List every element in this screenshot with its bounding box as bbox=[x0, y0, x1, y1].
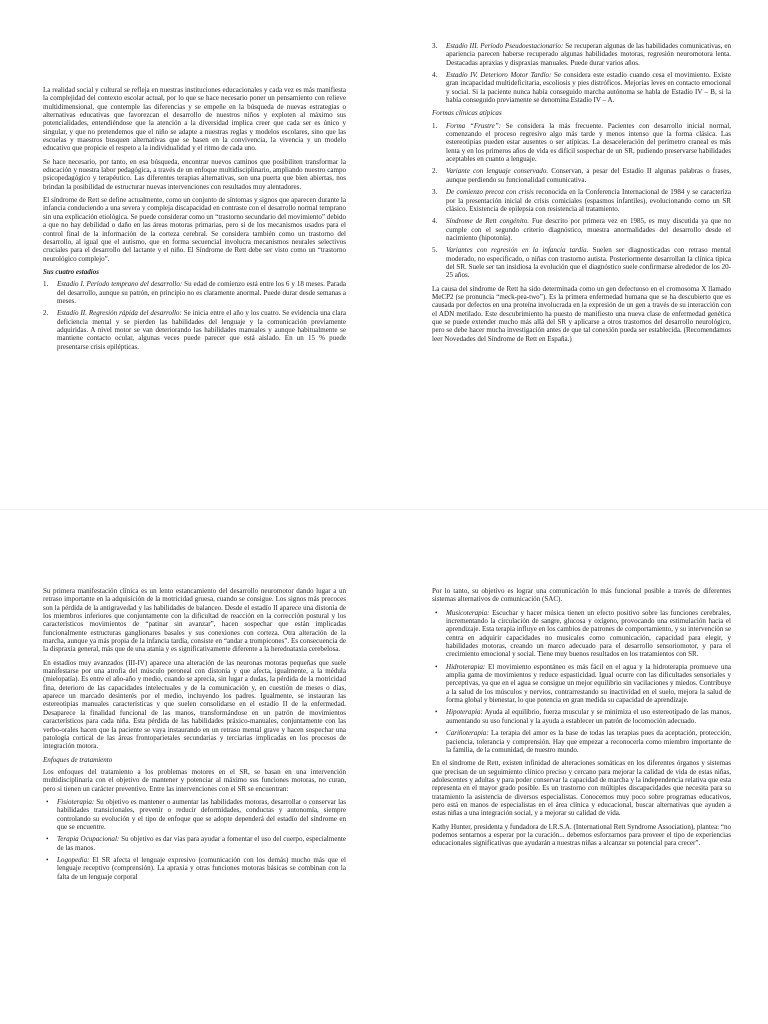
list-item bbox=[435, 708, 731, 725]
treatments-list bbox=[43, 798, 346, 881]
item-text: Se inicia entre el año y los cuatro. Se evidencia una clara deficiencia mental y se pierden las habilidades del lenguaje y la comunicación previamente adquiridas. A nivel motor se van deteriorando las habilidades manuales y aunque habitualmente se mantiene contacto ocular, algunas veces puede parecer que está aislado. En un 15 % puede presentarse crisis epilépticas. bbox=[57, 309, 346, 351]
list-item bbox=[432, 121, 731, 164]
item-text: Su edad de comienzo está entre los 6 y 18 meses. Parada del desarrollo, aunque su patrón, en principio no es claramente anormal. Puede durar desde semanas a meses. bbox=[57, 280, 346, 305]
item-title: Cariñoterapia: bbox=[446, 729, 489, 738]
item-title: Variantes con regresión en la infancia tardía. bbox=[446, 246, 589, 255]
item-title: Hidroterapia: bbox=[446, 662, 486, 671]
list-number: 5. bbox=[432, 246, 438, 255]
item-title: Variante con lenguaje conservado. bbox=[446, 167, 549, 176]
page-divider bbox=[0, 509, 768, 510]
item-text: Su objetivo es dar vías para ayudar a fomentar el uso del cuerpo, especialmente de las manos. bbox=[57, 835, 346, 852]
item-text: Ayuda al equilibrio, fuerza muscular y se minimiza el uso estereotipado de las manos, aumentando su uso funcional y la ayuda a establecer un patrón de locomoción adecuado. bbox=[446, 708, 731, 725]
bullet: • bbox=[46, 835, 49, 844]
section-heading: Sus cuatro estadíos bbox=[43, 267, 99, 276]
item-text: reconocida en la Conferencia Internacional de 1984 y se caracteriza por la presentación inicial de crisis comiciales (espasmos infantiles), evolucionando como un SR clásico. Existencia de epilepsia con resistencia al tratamiento. bbox=[446, 188, 731, 213]
list-number: 4. bbox=[432, 217, 438, 226]
paragraph: Kathy Hunter, presidenta y fundadora de I.R.S.A. (International Rett Syndrome Association), plantea: “no podemos sentarnos a esperar por la curación... debemos esforzarnos para proveer el tipo de experiencias educacionales significativas que ayudarán a nuestras niñas a alcanzar su potencial para crecer”. bbox=[432, 822, 731, 848]
item-title: Terapia Ocupacional: bbox=[57, 835, 120, 844]
item-text: Escuchar y hacer música tienen un efecto positivo sobre las funciones cerebrales, incrementando la circulación de sangre, glucosa y oxígeno, provocando una estimulación hacia el aprendizaje. Esta terapia influye en los cambios de patrones de comportamiento, y su intervención se centra en adquirir capacidades no musicales como comunicación, capacidad para elegir, y habilidades motoras, creando un marco adecuado para el desarrollo sensoriomotor, y para el crecimiento emocional y social. Tiene muy buenos resultados en los tratamientos con SR. bbox=[446, 608, 731, 659]
item-text: El movimiento espontáneo es más fácil en el agua y la hidroterapia promueve una amplia gama de movimientos y reduce espasticidad. Igual ocurre con las dificultades sensoriales y perceptivas, ya que en el agua se consigue un mejor equilibrio sin vacilaciones y miedos. Contribuye a la salud de los músculos y nervios, contrarrestando su inactividad en el suelo, mejora la salud de forma global y bienestar, lo que potencia en gran medida su capacidad de aprendizaje. bbox=[446, 662, 731, 705]
therapies-list bbox=[432, 609, 731, 755]
item-text: Se recuperan algunas de las habilidades comunicativas, en apariencia parecen haberse recuperado algunas habilidades motoras, regresión neuromotora lenta. Destacadas apraxias y dispraxias manuales. Puede durar varios años. bbox=[446, 42, 731, 67]
paragraph: Se hace necesario, por tanto, en esa búsqueda, encontrar nuevos caminos que posibiliten transformar la educación y nuestra labor pedagógica, a través de un enfoque multidisciplinario, ampliando nuestro campo psicopedagógico y terapéutico. Las diferentes terapias alternativas, son una puerta que bien abiertas, nos brindan la posibilidad de estructurar nuevas intervenciones con resultados muy alentadores. bbox=[43, 157, 346, 191]
bullet: • bbox=[435, 662, 438, 671]
item-text: El SR afecta el lenguaje expresivo (comunicación con los demás) mucho más que el lenguaje receptivo (comprensión). La apraxia y otras funciones motoras básicas se combinan con la falta de un lenguaje corporal bbox=[57, 855, 346, 881]
bullet: • bbox=[46, 797, 49, 806]
list-number: 3. bbox=[432, 42, 438, 50]
list-item bbox=[435, 729, 731, 754]
list-number: 2. bbox=[432, 167, 438, 176]
bullet: • bbox=[435, 708, 438, 717]
list-item bbox=[46, 835, 346, 852]
item-text: Fue descrito por primera vez en 1985, es muy discutida ya que no cumple con el segundo criterio diagnóstico, muestra anormalidades del desarrollo desde el nacimiento (hipotonía). bbox=[446, 217, 731, 242]
atypical-forms-list bbox=[432, 122, 731, 280]
item-title: Musicoterapia: bbox=[446, 608, 490, 617]
list-item bbox=[432, 246, 731, 280]
item-title: Hipoterapia: bbox=[446, 708, 483, 717]
list-item bbox=[432, 71, 731, 105]
list-item bbox=[432, 188, 731, 213]
item-text: Se considera este estadío cuando cesa el movimiento. Existe gran incapacidad multideficitaria, escoliosis y pies distróficos. Mejorías leves en contacto emocional y social. Si la paciente nunca había conseguido marcha autónoma se habla de Estadío IV – B, si la había conseguido previamente se denomina Estadío IV – A. bbox=[446, 71, 731, 105]
list-item bbox=[46, 797, 346, 831]
list-number: 1. bbox=[432, 121, 438, 130]
item-text: Suelen ser diagnosticadas con retraso mental moderado, no especificado, o niñas con trastorno autista. Posteriormente desarrollan la clínica típica del SR. Suele ser tan insidiosa la evolución que el diagnóstico suele confirmarse alrededor de los 20-25 años. bbox=[446, 246, 731, 280]
paragraph: Su primera manifestación clínica es un lento estancamiento del desarrollo neuromotor dando lugar a un retraso importante en la adquisición de la motricidad gruesa, cuando se consigue. Los signos más precoces son la pérdida de la antigravedad y las habilidades de balanceo. Desde el estadío II aparece una distonía de los miembros inferiores que conjuntamente con la dificultad de reacción en la corrección postural y los característicos movimientos de “patinar sin avanzar”, hacen sospechar que están implicadas funcionalmente estructuras ganglionares basales y sus conexiones con corteza. Otra alteración de la marcha, aunque ya más propia de la infancia tardía, consiste en “andar a trompicones”. Es consecuencia de la dispraxia general, más que de una atania y es significativamente diferente a la heredoataxia cerebelosa. bbox=[43, 587, 346, 654]
section-heading: Enfoques de tratamiento bbox=[43, 755, 113, 764]
item-title: De comienzo precoz con crisis bbox=[446, 188, 534, 197]
list-item bbox=[432, 217, 731, 242]
stages-list-continued bbox=[432, 42, 731, 104]
list-item bbox=[435, 662, 731, 705]
lower-left-column bbox=[43, 587, 346, 886]
item-title: Estadío III. Período Pseudoestacionario: bbox=[446, 42, 564, 50]
item-title: Fisioterapia: bbox=[57, 797, 95, 806]
upper-right-column bbox=[432, 42, 731, 348]
list-item bbox=[432, 42, 731, 67]
upper-left-column bbox=[43, 86, 346, 356]
bullet: • bbox=[435, 729, 438, 738]
page-lower bbox=[0, 512, 768, 1024]
bullet: • bbox=[46, 855, 49, 864]
bullet: • bbox=[435, 608, 438, 617]
list-item bbox=[43, 280, 346, 305]
item-title: Estadío II. Regresión rápida del desarrollo: bbox=[57, 309, 182, 318]
stages-list bbox=[43, 280, 346, 351]
item-title: Logopedia: bbox=[57, 855, 90, 864]
paragraph: El síndrome de Rett se define actualmente, como un conjunto de síntomas y signos que aparecen durante la infancia conduciendo a una severa y compleja discapacidad en contraste con el desarrollo normal temprano sin una explicación etiológica. Se puede considerar como un “trastorno secundario del movimiento” debido a que no hay debilidad o daño en las áreas motoras primarias, pero si de los mecanismos usados para el control final de la información de la corteza cerebral. Se considera también como un trastorno del desarrollo, al igual que el autismo, que en forma secuencial involucra mecanismos neurales selectivos cruciales para el desarrollo del lactante y el niño. El Síndrome de Rett debe ser visto como un “trastorno neurológico complejo”. bbox=[43, 196, 346, 263]
list-number: 4. bbox=[432, 71, 438, 80]
list-item bbox=[432, 167, 731, 184]
paragraph: En el síndrome de Rett, existen infinidad de alteraciones somáticas en los diferentes órganos y sistemas que precisan de un seguimiento clínico preciso y cercano para mejorar la calidad de vida de estas niñas, adolescentes y adultas y para poder conservar la capacidad de marcha y la independencia relativa que esta representa en el mayor grado posible. Es un trastorno con múltiples discapacidades que necesita para su tratamiento la asistencia de diversos especialistas. Conocemos muy poco sobre programas educativos, pero está en manos de especialistas en el área clínica y educacional, buscar alternativas que ayuden a estas niñas a una integración social, y a mejorar su calidad de vida. bbox=[432, 759, 731, 818]
list-item bbox=[43, 309, 346, 351]
lower-right-column bbox=[432, 587, 731, 853]
item-title: Estadío IV. Deterioro Motor Tardío: bbox=[446, 71, 552, 80]
item-title: Síndrome de Rett congénito. bbox=[446, 217, 530, 226]
paragraph: Los enfoques del tratamiento a los problemas motores en el SR, se basan en una intervención multidisciplinaria con el objetivo de mantener y potenciar al máximo sus funciones motoras, no curan, pero si tienen un carácter preventivo. Entre las intervenciones con el SR se encuentran: bbox=[43, 767, 346, 793]
list-item bbox=[46, 855, 346, 881]
paragraph: En estadíos muy avanzados (III-IV) aparece una alteración de las neuronas motoras pequeñas que suele manifestarse por una atrofia del músculo peroneal con distonía y que afecta, igualmente, a la médula (mielopatía). Es entre el año-año y medio, cuando se aprecia, sin lugar a dudas, la pérdida de la motricidad fina, deterioro de las capacidades intelectuales y de la comunicación y, en cuestión de meses o días, aparece un marcado desinterés por el medio, incluyendo los padres. Igualmente, se instauran las estereotipias manuales características y que suelen consolidarse en el estadío II de la enfermedad. Desaparece la finalidad funcional de las manos, transformándose en un patrón de movimientos característicos para cada niña. Esta pérdida de las habilidades práxico-manuales, conjuntamente con las verbo-orales hacen que la paciente se vaya instaurando en un retraso mental grave y hacen sospechar una patología cortical de las áreas frontoparietales secundarias y terciarias implicadas en los procesos de integración motora. bbox=[43, 658, 346, 751]
item-text: Su objetivo es mantener o aumentar las habilidades motoras, desarrollar o conservar las habilidades transicionales, prevenir o reducir deformidades, conductas y autonomía, siempre controlando su evolución y el tipo de enfoque que se adopte dependerá del estadío del síndrome en que se encuentre. bbox=[57, 797, 346, 831]
list-number: 3. bbox=[432, 188, 438, 197]
item-title: Estadío I. Período temprano del desarrollo: bbox=[57, 280, 183, 289]
paragraph: La causa del síndrome de Rett ha sido determinada como un gen defectuoso en el cromosoma X llamado MeCP2 (se pronuncia “meck-pea-two”). Es la primera enfermedad humana que se ha descubierto que es causada por defectos en una proteína involucrada en la expresión de un gen a través de su interacción con el ADN metilado. Este descubrimiento ha puesto de manifiesto una nueva clase de enfermedad genética que se puede extender mucho más allá del SR y aplicarse a otros trastornos del desarrollo neurológico, pero se debe hacer mucha investigación antes de que tal conexión pueda ser establecida. (Recomendamos leer Novedades del Síndrome de Rett en España.) bbox=[432, 284, 731, 343]
paragraph: Por lo tanto, su objetivo es lograr una comunicación lo más funcional posible a través de diferentes sistemas alternativos de comunicación (SAC). bbox=[432, 587, 731, 604]
list-number: 1. bbox=[43, 280, 49, 289]
item-title: Forma “Frustre”: bbox=[446, 121, 501, 130]
item-text: La terapia del amor es la base de todas las terapias pues da aceptación, protección, paciencia, tolerancia y comprensión. Hay que empezar a reconocerla como miembro importante de la familia, de la comunidad, de nuestro mundo. bbox=[446, 729, 731, 754]
list-number: 2. bbox=[43, 309, 49, 318]
list-item bbox=[435, 608, 731, 659]
item-text: Se considera la más frecuente. Pacientes con desarrollo inicial normal, comenzando el proceso regresivo algo más tarde y menos intenso que la forma clásica. Las estereotipias pueden estar ausentes o ser atípicas. La desaceleración del perímetro craneal es más lenta y en los primeros años de vida es difícil sospechar de un SR, pudiendo preservarse habilidades aceptables en cuanto a lenguaje. bbox=[446, 121, 731, 164]
section-heading: Formas clínicas atípicas bbox=[432, 109, 502, 118]
item-text: Conservan, a pesar del Estadío II algunas palabras o frases, aunque perdiendo su funcionalidad comunicativa. bbox=[446, 167, 731, 184]
paragraph: La realidad social y cultural se refleja en nuestras instituciones educacionales y cada vez es más manifiesta la complejidad del contexto escolar actual, por lo que se hace necesario poner un pensamiento con relieve multidimensional, que contemple las diferencias y se empeñe en la búsqueda de nuevas estrategias o alternativas educativas que favorezcan el desarrollo de nuestros niños y exploten al máximo sus potencialidades, entendiéndose que la atención a la diversidad implica creer que cada ser es único y singular, y que no pretendemos que el niño se adapte a nuestras reglas y modelos escolares, sino que las escuelas y maestros busquen alternativas que se basen en la convivencia, la vivencia y un modelo educativo que propicie el respeto a la individualidad y el ritmo de cada uno. bbox=[43, 86, 346, 153]
